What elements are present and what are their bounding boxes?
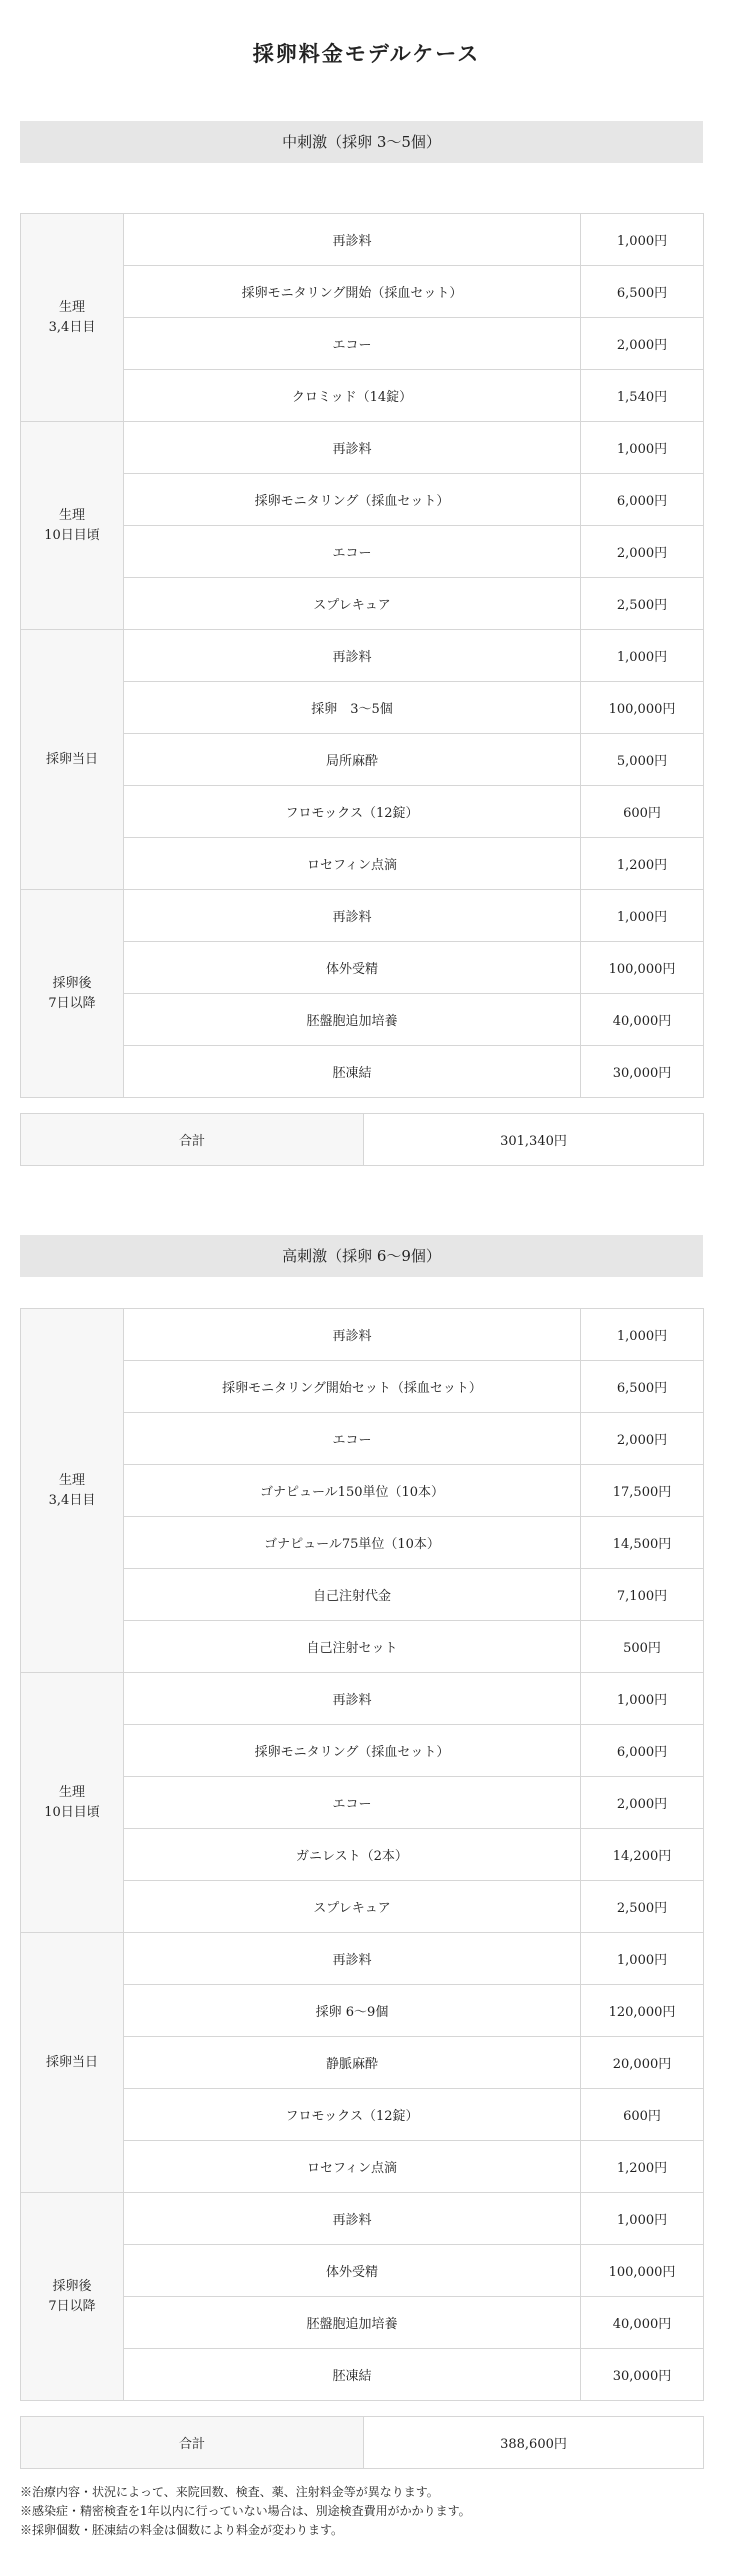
item-name: 自己注射代金 — [124, 1569, 581, 1621]
item-price: 600円 — [581, 2089, 704, 2141]
item-name: ガニレスト（2本） — [124, 1829, 581, 1881]
item-price: 2,000円 — [581, 1777, 704, 1829]
item-name: 体外受精 — [124, 2245, 581, 2297]
fee-row — [21, 1309, 704, 1361]
item-price: 17,500円 — [581, 1465, 704, 1517]
item-name: ロセフィン点滴 — [124, 838, 581, 890]
item-price: 1,540円 — [581, 370, 704, 422]
fee-table-high-stimulation — [20, 1308, 704, 2401]
item-name: エコー — [124, 1777, 581, 1829]
fee-row — [21, 526, 704, 578]
item-price: 40,000円 — [581, 994, 704, 1046]
fee-row — [21, 890, 704, 942]
fee-row — [21, 734, 704, 786]
item-price: 500円 — [581, 1621, 704, 1673]
period-label-line: 生理 — [58, 299, 85, 315]
fee-row — [21, 942, 704, 994]
fee-row — [21, 474, 704, 526]
item-name: 体外受精 — [124, 942, 581, 994]
item-name: エコー — [124, 1413, 581, 1465]
item-name: クロミッド（14錠） — [124, 370, 581, 422]
fee-row — [21, 1777, 704, 1829]
period-label-line: 採卵当日 — [45, 2054, 98, 2070]
item-name: 胚盤胞追加培養 — [124, 2297, 581, 2349]
item-price: 1,200円 — [581, 838, 704, 890]
period-label-line: 10日目頃 — [44, 527, 100, 543]
item-price: 1,000円 — [581, 1309, 704, 1361]
item-price: 2,500円 — [581, 1881, 704, 1933]
item-name: 自己注射セット — [124, 1621, 581, 1673]
period-label — [21, 214, 124, 422]
item-price: 2,000円 — [581, 526, 704, 578]
item-name: フロモックス（12錠） — [124, 786, 581, 838]
fee-row — [21, 1621, 704, 1673]
item-name: 採卵モニタリング（採血セット） — [124, 1725, 581, 1777]
fee-row — [21, 2349, 704, 2401]
period-label — [21, 630, 124, 890]
item-name: 静脈麻酔 — [124, 2037, 581, 2089]
fee-row — [21, 2141, 704, 2193]
item-name: ゴナピュール150単位（10本） — [124, 1465, 581, 1517]
footnote: ※感染症・精密検査を1年以内に行っていない場合は、別途検査費用がかかります。 — [20, 2504, 471, 2518]
item-name: 再診料 — [124, 630, 581, 682]
item-name: 再診料 — [124, 1933, 581, 1985]
period-label — [21, 890, 124, 1098]
item-name: 再診料 — [124, 2193, 581, 2245]
fee-row — [21, 2089, 704, 2141]
fee-table-medium-stimulation — [20, 213, 704, 1098]
item-name: フロモックス（12錠） — [124, 2089, 581, 2141]
total-label: 合計 — [21, 1114, 364, 1166]
fee-row — [21, 422, 704, 474]
item-price: 1,000円 — [581, 630, 704, 682]
period-label-line: 採卵後 — [52, 2278, 92, 2294]
period-label — [21, 422, 124, 630]
item-name: 採卵モニタリング開始セット（採血セット） — [124, 1361, 581, 1413]
total-table-medium-stimulation — [20, 1113, 704, 1166]
item-name: スプレキュア — [124, 1881, 581, 1933]
item-price: 100,000円 — [581, 2245, 704, 2297]
item-price: 40,000円 — [581, 2297, 704, 2349]
fee-row — [21, 214, 704, 266]
item-price: 100,000円 — [581, 942, 704, 994]
fee-row — [21, 1985, 704, 2037]
item-name: 採卵モニタリング（採血セット） — [124, 474, 581, 526]
item-price: 1,000円 — [581, 422, 704, 474]
period-label-line: 10日目頃 — [44, 1804, 100, 1820]
item-price: 6,000円 — [581, 474, 704, 526]
item-price: 20,000円 — [581, 2037, 704, 2089]
item-name: スプレキュア — [124, 578, 581, 630]
fee-row — [21, 682, 704, 734]
fee-row — [21, 1569, 704, 1621]
period-label-line: 3,4日目 — [48, 1492, 96, 1508]
item-price: 2,500円 — [581, 578, 704, 630]
footnotes — [20, 2483, 713, 2540]
total-table-high-stimulation — [20, 2416, 704, 2469]
period-label — [21, 1309, 124, 1673]
item-price: 14,200円 — [581, 1829, 704, 1881]
item-name: 再診料 — [124, 1309, 581, 1361]
period-label-line: 生理 — [58, 1472, 85, 1488]
item-name: 採卵 6～9個 — [124, 1985, 581, 2037]
fee-row — [21, 2037, 704, 2089]
item-price: 1,000円 — [581, 890, 704, 942]
period-label-line: 採卵後 — [52, 975, 92, 991]
period-label — [21, 2193, 124, 2401]
fee-row — [21, 1413, 704, 1465]
item-name: ロセフィン点滴 — [124, 2141, 581, 2193]
fee-row — [21, 1517, 704, 1569]
fee-row — [21, 1673, 704, 1725]
fee-row — [21, 318, 704, 370]
fee-row — [21, 786, 704, 838]
item-price: 1,000円 — [581, 1933, 704, 1985]
item-name: 胚盤胞追加培養 — [124, 994, 581, 1046]
total-value: 388,600円 — [364, 2417, 704, 2469]
period-label-line: 生理 — [58, 507, 85, 523]
period-label — [21, 1673, 124, 1933]
item-price: 600円 — [581, 786, 704, 838]
fee-row — [21, 1361, 704, 1413]
item-price: 100,000円 — [581, 682, 704, 734]
fee-row — [21, 1881, 704, 1933]
period-label-line: 採卵当日 — [45, 751, 98, 767]
item-name: ゴナピュール75単位（10本） — [124, 1517, 581, 1569]
fee-row — [21, 1829, 704, 1881]
item-price: 7,100円 — [581, 1569, 704, 1621]
fee-row — [21, 1933, 704, 1985]
fee-row — [21, 630, 704, 682]
item-price: 5,000円 — [581, 734, 704, 786]
fee-row — [21, 1465, 704, 1517]
item-name: 再診料 — [124, 422, 581, 474]
item-price: 30,000円 — [581, 1046, 704, 1098]
fee-row — [21, 838, 704, 890]
item-price: 1,000円 — [581, 2193, 704, 2245]
item-name: エコー — [124, 318, 581, 370]
item-price: 30,000円 — [581, 2349, 704, 2401]
item-price: 120,000円 — [581, 1985, 704, 2037]
fee-row — [21, 1725, 704, 1777]
footnote: ※治療内容・状況によって、来院回数、検査、薬、注射料金等が異なります。 — [20, 2485, 439, 2499]
item-price: 1,000円 — [581, 214, 704, 266]
total-row — [21, 1114, 704, 1166]
fee-row — [21, 266, 704, 318]
item-price: 6,500円 — [581, 266, 704, 318]
item-name: 胚凍結 — [124, 2349, 581, 2401]
period-label-line: 7日以降 — [48, 2298, 96, 2314]
section-header-high-stimulation: 高刺激（採卵 6～9個） — [20, 1235, 703, 1277]
fee-row — [21, 370, 704, 422]
item-price: 6,500円 — [581, 1361, 704, 1413]
item-name: エコー — [124, 526, 581, 578]
item-name: 胚凍結 — [124, 1046, 581, 1098]
item-name: 局所麻酔 — [124, 734, 581, 786]
total-row — [21, 2417, 704, 2469]
fee-row — [21, 2245, 704, 2297]
footnote: ※採卵個数・胚凍結の料金は個数により料金が変わります。 — [20, 2523, 344, 2537]
item-price: 14,500円 — [581, 1517, 704, 1569]
item-name: 採卵 3～5個 — [124, 682, 581, 734]
section-header-medium-stimulation: 中刺激（採卵 3～5個） — [20, 121, 703, 163]
item-price: 6,000円 — [581, 1725, 704, 1777]
fee-row — [21, 2297, 704, 2349]
item-name: 採卵モニタリング開始（採血セット） — [124, 266, 581, 318]
item-price: 2,000円 — [581, 1413, 704, 1465]
period-label-line: 3,4日目 — [48, 319, 96, 335]
fee-row — [21, 2193, 704, 2245]
item-price: 1,200円 — [581, 2141, 704, 2193]
period-label — [21, 1933, 124, 2193]
item-price: 2,000円 — [581, 318, 704, 370]
total-value: 301,340円 — [364, 1114, 704, 1166]
fee-row — [21, 994, 704, 1046]
item-name: 再診料 — [124, 890, 581, 942]
period-label-line: 7日以降 — [48, 995, 96, 1011]
item-name: 再診料 — [124, 1673, 581, 1725]
total-label: 合計 — [21, 2417, 364, 2469]
page-title: 採卵料金モデルケース — [252, 41, 481, 66]
period-label-line: 生理 — [58, 1784, 85, 1800]
fee-row — [21, 578, 704, 630]
fee-row — [21, 1046, 704, 1098]
item-price: 1,000円 — [581, 1673, 704, 1725]
item-name: 再診料 — [124, 214, 581, 266]
